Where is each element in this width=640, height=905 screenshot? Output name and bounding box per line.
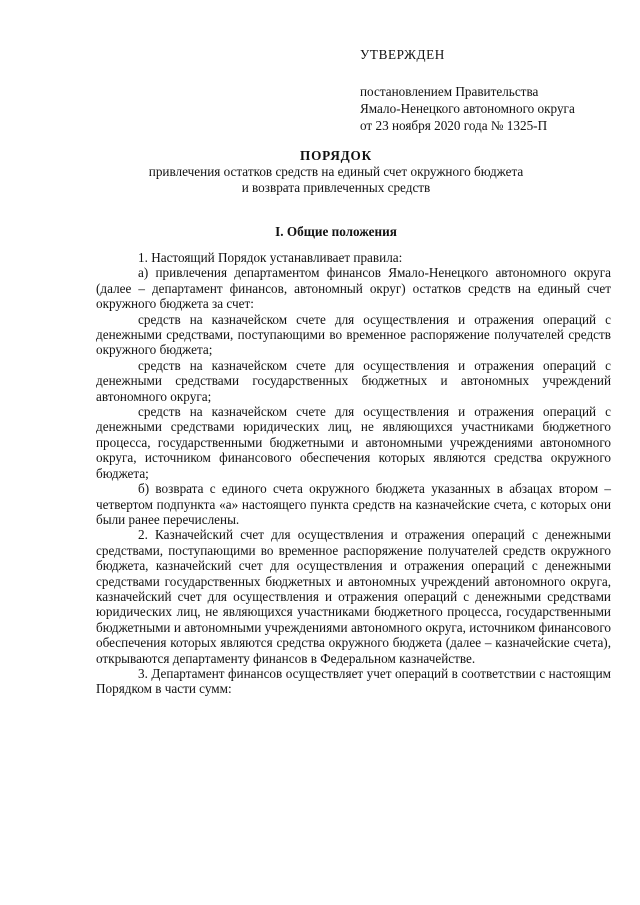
- paragraph: средств на казначейском счете для осуществления и отражения операций с денежными средствами, поступающими во временное распоряжение получателей средств окружного бюджета;: [96, 311, 611, 358]
- paragraph: средств на казначейском счете для осуществления и отражения операций с денежными средствами государственных бюджетных и автономных учреждений автономного округа;: [96, 357, 611, 404]
- paragraph: б) возврата с единого счета окружного бюджета указанных в абзацах втором – четвертом подпункта «а» настоящего пункта средств на казначейские счета, с которых они были ранее перечислены.: [96, 481, 611, 527]
- title-subtitle-line: привлечения остатков средств на единый счет окружного бюджета: [148, 164, 524, 179]
- section-heading: I. Общие положения: [275, 224, 397, 239]
- approval-line: Ямало-Ненецкого автономного округа: [360, 101, 575, 116]
- approved-label: УТВЕРЖДЕН: [360, 47, 445, 62]
- approval-line: постановлением Правительства: [360, 84, 539, 99]
- approval-stamp: [360, 46, 575, 134]
- paragraph: средств на казначейском счете для осуществления и отражения операций с денежными средствами юридических лиц, не являющихся участниками бюджетного процесса, государственными бюджетными и автономными учреждениями автономного округа, источником финансового обеспечения которых являются средства окружного бюджета;: [96, 404, 611, 481]
- approval-date-line: от 23 ноября 2020 года № 1325-П: [360, 118, 548, 133]
- document-title: [96, 148, 576, 196]
- title-subtitle-line: и возврата привлеченных средств: [241, 180, 431, 195]
- paragraph: а) привлечения департаментом финансов Ямало-Ненецкого автономного округа (далее – департамент финансов, автономный округ) остатков средств на единый счет окружного бюджета за счет:: [96, 265, 611, 312]
- paragraph: 3. Департамент финансов осуществляет учет операций в соответствии с настоящим Порядком в части сумм:: [96, 665, 611, 697]
- paragraph: 2. Казначейский счет для осуществления и отражения операций с денежными средствами, поступающими во временное распоряжение получателей средств окружного бюджета, казначейский счет для осуществления и отражения операций с денежными средствами государственных бюджетных и автономных учреждений автономного округа, казначейский счет для осуществления и отражения операций с денежными средствами юридических лиц, не являющихся участниками бюджетного процесса, государственными бюджетными и автономными учреждениями автономного округа, источником финансового обеспечения которых являются средства окружного бюджета (далее – казначейские счета), открываются департаменту финансов в Федеральном казначействе.: [96, 527, 611, 666]
- document-body: [96, 250, 611, 697]
- title-main: ПОРЯДОК: [300, 148, 372, 163]
- paragraph: 1. Настоящий Порядок устанавливает правила:: [138, 250, 403, 265]
